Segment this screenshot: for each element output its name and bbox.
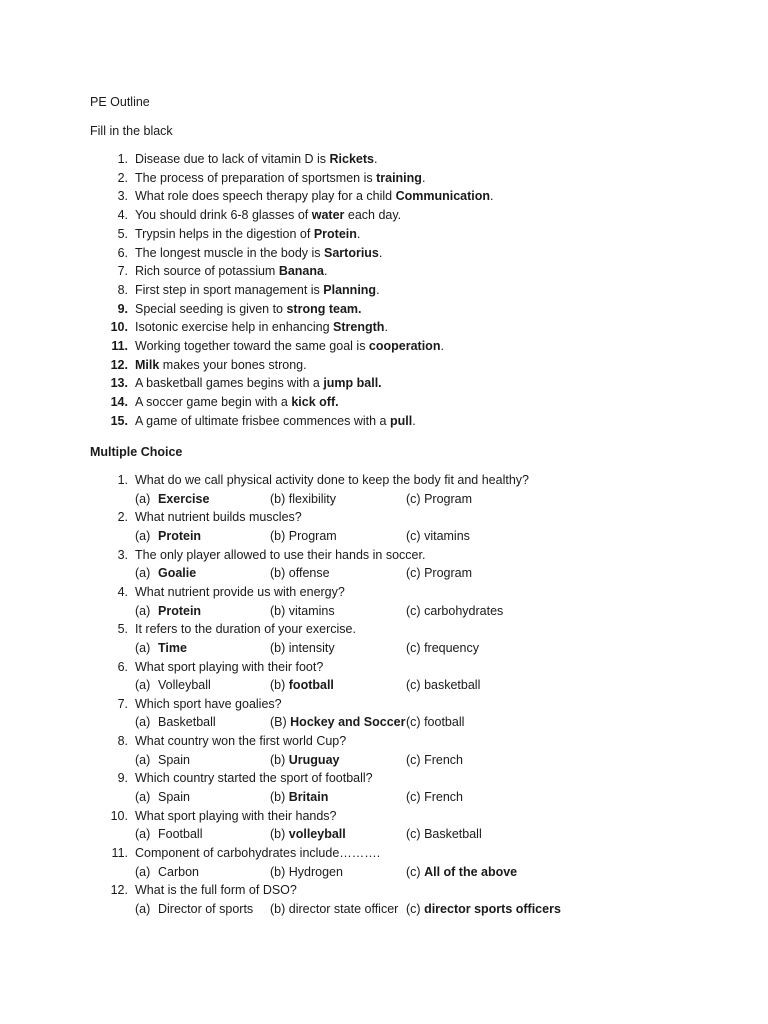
question-text: It refers to the duration of your exercise. xyxy=(135,622,356,637)
question-row xyxy=(0,508,768,527)
option-text: Uruguay xyxy=(288,752,340,767)
question-row xyxy=(0,546,768,565)
question-number: 4. xyxy=(117,584,128,599)
option-b xyxy=(270,490,336,509)
option-a xyxy=(135,713,216,732)
question-row xyxy=(0,583,768,602)
option-a xyxy=(135,527,201,546)
options-row xyxy=(0,490,768,509)
option-label: (c) xyxy=(406,603,421,618)
statement-text: A soccer game begin with a xyxy=(135,395,292,410)
list-item xyxy=(0,244,768,263)
option-label: (b) xyxy=(270,603,286,618)
question-number: 1. xyxy=(117,473,128,487)
page-title: PE Outline xyxy=(90,95,150,109)
statement-text: Special seeding is given to xyxy=(135,301,287,316)
option-text: Time xyxy=(158,640,187,655)
item-text xyxy=(135,262,327,281)
list-item xyxy=(0,374,768,393)
statement-text: Isotonic exercise help in enhancing xyxy=(135,320,334,335)
option-label: (b) xyxy=(270,678,286,693)
option-text: Basketball xyxy=(158,715,216,730)
statement-text: The process of preparation of sportsmen is xyxy=(135,170,377,185)
answer-text: Sartorius xyxy=(324,245,379,260)
question-number: 10. xyxy=(110,808,128,823)
list-item xyxy=(0,169,768,188)
answer-text: kick off. xyxy=(291,395,339,410)
option-text: Goalie xyxy=(158,566,197,581)
statement-text: Working together toward the same goal is xyxy=(135,339,369,353)
item-number: 6. xyxy=(117,245,128,260)
option-label: (B) xyxy=(270,715,287,730)
option-label: (a) xyxy=(135,752,151,767)
option-b xyxy=(270,788,328,807)
option-c xyxy=(406,713,464,732)
answer-text: Protein xyxy=(313,226,357,241)
option-label: (a) xyxy=(135,678,151,693)
item-text xyxy=(135,206,401,225)
option-a xyxy=(135,564,196,583)
option-a xyxy=(135,639,187,658)
option-text: Spain xyxy=(158,790,190,804)
question-row xyxy=(0,881,768,900)
option-text: Basketball xyxy=(424,827,482,842)
option-a xyxy=(135,676,211,695)
option-c xyxy=(406,863,517,882)
question-text: What is the full form of DSO? xyxy=(135,883,297,898)
option-b xyxy=(270,639,335,658)
option-label: (c) xyxy=(406,715,421,730)
item-number: 13. xyxy=(110,376,128,391)
option-c xyxy=(406,788,463,807)
item-text xyxy=(135,225,360,244)
option-label: (c) xyxy=(406,491,421,506)
item-number: 14. xyxy=(110,395,128,410)
option-label: (c) xyxy=(406,790,421,804)
answer-text: Planning xyxy=(323,282,377,297)
option-label: (a) xyxy=(135,790,151,804)
question-row xyxy=(0,620,768,639)
question-text: What sport playing with their foot? xyxy=(135,659,324,674)
option-label: (c) xyxy=(406,640,421,655)
option-text: Protein xyxy=(158,603,202,618)
option-text: flexibility xyxy=(288,491,337,506)
statement-text: . xyxy=(356,226,361,241)
item-number: 5. xyxy=(117,226,128,241)
option-label: (a) xyxy=(135,640,151,655)
statement-text: . xyxy=(421,170,426,185)
list-item xyxy=(0,187,768,206)
answer-text: jump ball. xyxy=(323,376,382,391)
question-number: 2. xyxy=(117,510,128,525)
statement-text: . xyxy=(374,152,378,166)
options-row xyxy=(0,676,768,695)
item-number: 2. xyxy=(117,170,128,185)
option-text: Volleyball xyxy=(158,678,211,693)
option-text: carbohydrates xyxy=(424,603,504,618)
answer-text: cooperation xyxy=(368,339,441,353)
question-number: 6. xyxy=(117,659,128,674)
option-text: football xyxy=(424,715,465,730)
list-item xyxy=(0,281,768,300)
option-c xyxy=(406,602,503,621)
option-label: (b) xyxy=(270,901,286,916)
option-text: basketball xyxy=(424,678,481,693)
question-number: 11. xyxy=(111,846,128,860)
item-text xyxy=(135,300,362,319)
item-text xyxy=(135,337,444,356)
answer-text: water xyxy=(311,208,345,223)
statement-text: What role does speech therapy play for a child xyxy=(135,189,396,204)
options-row xyxy=(0,602,768,621)
item-number: 11. xyxy=(111,339,128,353)
option-a xyxy=(135,863,199,882)
item-number: 9. xyxy=(117,301,128,316)
question-text: What sport playing with their hands? xyxy=(135,808,337,823)
question-text: What do we call physical activity done to keep the body fit and healthy? xyxy=(135,473,529,487)
option-label: (a) xyxy=(135,528,151,543)
option-label: (a) xyxy=(135,491,151,506)
option-text: Hockey and Soccer xyxy=(290,715,406,730)
option-c xyxy=(406,825,482,844)
item-number: 3. xyxy=(117,189,128,204)
question-row xyxy=(0,769,768,788)
item-text xyxy=(135,281,380,300)
answer-text: training xyxy=(376,170,422,185)
question-row xyxy=(0,658,768,677)
list-item xyxy=(0,318,768,337)
option-b xyxy=(270,527,337,546)
option-text: Program xyxy=(424,491,472,506)
options-row xyxy=(0,900,768,919)
item-text xyxy=(135,318,388,337)
statement-text: A game of ultimate frisbee commences with a xyxy=(135,413,390,428)
item-text xyxy=(135,356,307,375)
item-text xyxy=(135,150,378,169)
question-row xyxy=(0,844,768,863)
option-b xyxy=(270,713,406,732)
statement-text: Trypsin helps in the digestion of xyxy=(135,226,314,241)
option-a xyxy=(135,751,190,770)
option-text: Carbon xyxy=(158,864,199,879)
option-b xyxy=(270,825,346,844)
list-item xyxy=(0,412,768,431)
option-label: (a) xyxy=(135,827,151,842)
options-row xyxy=(0,751,768,770)
option-label: (c) xyxy=(406,827,421,842)
question-number: 9. xyxy=(117,771,128,786)
option-b xyxy=(270,900,398,919)
statement-text: . xyxy=(378,245,383,260)
list-item xyxy=(0,206,768,225)
statement-text: . xyxy=(490,189,494,204)
statement-text: . xyxy=(376,282,380,297)
question-row xyxy=(0,695,768,714)
option-text: vitamins xyxy=(288,603,335,618)
option-b xyxy=(270,602,335,621)
options-row xyxy=(0,713,768,732)
question-number: 5. xyxy=(117,622,128,637)
options-row xyxy=(0,863,768,882)
option-text: football xyxy=(288,678,334,693)
option-label: (a) xyxy=(135,901,151,916)
option-a xyxy=(135,825,202,844)
option-c xyxy=(406,751,463,770)
list-item xyxy=(0,300,768,319)
option-c xyxy=(406,564,472,583)
options-row xyxy=(0,564,768,583)
option-label: (b) xyxy=(270,827,286,842)
option-text: volleyball xyxy=(288,827,346,842)
answer-text: Strength xyxy=(333,320,385,335)
option-a xyxy=(135,602,201,621)
option-text: Britain xyxy=(288,790,329,804)
option-label: (b) xyxy=(270,752,286,767)
section-heading-multiple-choice: Multiple Choice xyxy=(90,445,183,459)
option-text: Program xyxy=(424,566,472,581)
option-text: French xyxy=(424,790,463,804)
section-heading-fill: Fill in the black xyxy=(90,124,173,138)
option-label: (a) xyxy=(135,864,151,879)
option-text: Hydrogen xyxy=(288,864,343,879)
option-label: (b) xyxy=(270,491,286,506)
answer-text: Banana xyxy=(278,264,324,279)
list-item xyxy=(0,393,768,412)
question-number: 12. xyxy=(110,883,128,898)
option-text: French xyxy=(424,752,463,767)
question-text: What country won the first world Cup? xyxy=(135,734,347,749)
item-number: 8. xyxy=(117,282,128,297)
statement-text: makes your bones strong. xyxy=(159,357,307,372)
option-label: (c) xyxy=(406,901,421,916)
item-text xyxy=(135,374,382,393)
statement-text: Rich source of potassium xyxy=(135,264,279,279)
option-label: (c) xyxy=(406,864,421,879)
option-text: Director of sports xyxy=(158,901,254,916)
options-row xyxy=(0,788,768,807)
question-text: What nutrient provide us with energy? xyxy=(135,584,345,599)
option-label: (c) xyxy=(406,752,421,767)
option-text: vitamins xyxy=(424,528,470,543)
list-item xyxy=(0,337,768,356)
item-text xyxy=(135,393,339,412)
option-a xyxy=(135,490,209,509)
option-b xyxy=(270,863,343,882)
question-text: Which country started the sport of football? xyxy=(135,771,373,786)
option-c xyxy=(406,676,480,695)
answer-text: pull xyxy=(389,413,413,428)
item-text xyxy=(135,412,416,431)
option-label: (c) xyxy=(406,528,421,543)
option-b xyxy=(270,751,339,770)
option-label: (a) xyxy=(135,603,151,618)
option-label: (c) xyxy=(406,678,421,693)
option-c xyxy=(406,639,479,658)
option-label: (b) xyxy=(270,864,286,879)
statement-text: A basketball games begins with a xyxy=(135,376,324,391)
option-text: All of the above xyxy=(424,864,518,879)
statement-text: First step in sport management is xyxy=(135,282,324,297)
list-item xyxy=(0,225,768,244)
option-label: (a) xyxy=(135,566,151,581)
question-text: Component of carbohydrates include………. xyxy=(135,846,381,860)
question-number: 7. xyxy=(117,696,128,711)
question-text: Which sport have goalies? xyxy=(135,696,282,711)
option-label: (c) xyxy=(406,566,421,581)
option-text: director state officer xyxy=(288,901,399,916)
item-number: 12. xyxy=(110,357,128,372)
question-row xyxy=(0,471,768,490)
option-text: frequency xyxy=(424,640,479,655)
option-text: Program xyxy=(288,528,337,543)
option-text: Exercise xyxy=(158,491,210,506)
option-label: (b) xyxy=(270,528,286,543)
options-row xyxy=(0,527,768,546)
option-text: Football xyxy=(158,827,203,842)
question-number: 8. xyxy=(117,734,128,749)
list-item xyxy=(0,262,768,281)
question-text: The only player allowed to use their hands in soccer. xyxy=(135,547,426,562)
answer-text: strong team. xyxy=(286,301,362,316)
option-text: intensity xyxy=(288,640,335,655)
item-number: 10. xyxy=(110,320,128,335)
statement-text: . xyxy=(412,413,416,428)
option-text: director sports officers xyxy=(424,901,561,916)
option-a xyxy=(135,788,190,807)
statement-text: Disease due to lack of vitamin D is xyxy=(135,152,330,166)
option-c xyxy=(406,490,472,509)
answer-text: Milk xyxy=(135,357,160,372)
options-row xyxy=(0,825,768,844)
item-number: 15. xyxy=(110,413,128,428)
answer-text: Communication xyxy=(395,189,491,204)
question-number: 3. xyxy=(117,547,128,562)
option-label: (a) xyxy=(135,715,151,730)
option-text: offense xyxy=(288,566,330,581)
option-c xyxy=(406,900,561,919)
list-item xyxy=(0,150,768,169)
statement-text: each day. xyxy=(344,208,402,223)
statement-text: The longest muscle in the body is xyxy=(135,245,324,260)
option-label: (b) xyxy=(270,790,286,804)
statement-text: . xyxy=(384,320,388,335)
option-c xyxy=(406,527,470,546)
option-label: (b) xyxy=(270,566,286,581)
option-text: Spain xyxy=(158,752,190,767)
item-number: 7. xyxy=(117,264,128,279)
statement-text: You should drink 6-8 glasses of xyxy=(135,208,312,223)
option-text: Protein xyxy=(158,528,202,543)
item-number: 1. xyxy=(117,152,128,166)
options-row xyxy=(0,639,768,658)
list-item xyxy=(0,356,768,375)
option-b xyxy=(270,676,334,695)
statement-text: . xyxy=(440,339,444,353)
option-b xyxy=(270,564,330,583)
statement-text: . xyxy=(323,264,328,279)
option-label: (b) xyxy=(270,640,286,655)
item-text xyxy=(135,187,494,206)
answer-text: Rickets xyxy=(329,152,375,166)
question-text: What nutrient builds muscles? xyxy=(135,510,302,525)
question-row xyxy=(0,732,768,751)
option-a xyxy=(135,900,253,919)
item-number: 4. xyxy=(117,208,128,223)
item-text xyxy=(135,169,425,188)
item-text xyxy=(135,244,382,263)
question-row xyxy=(0,807,768,826)
